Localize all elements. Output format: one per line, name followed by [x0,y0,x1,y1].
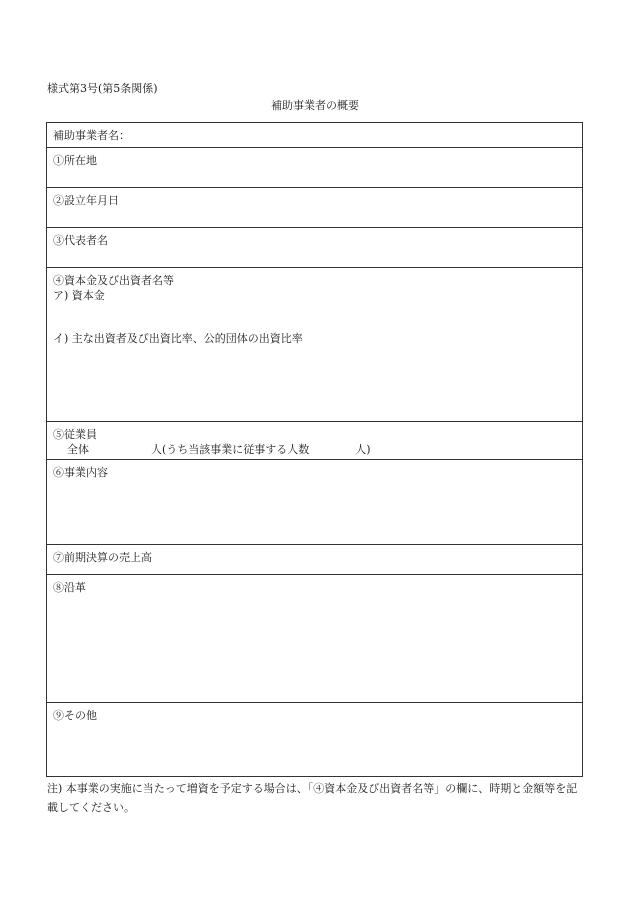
sales-label: ⑦前期決算の売上高 [53,551,152,564]
document-title: 補助事業者の概要 [271,99,359,112]
capital-row [47,267,582,421]
sales-row [47,544,582,574]
representative-label: ③代表者名 [53,234,108,247]
business-row [47,459,582,544]
employees-row [47,421,582,459]
employees-label: ⑤従業員 [53,428,97,441]
location-row [47,147,582,187]
employees-total-label: 全体 [67,443,89,456]
capital-label: ④資本金及び出資者名等 [53,274,174,287]
established-row [47,187,582,227]
other-row [47,702,582,776]
history-label: ⑧沿革 [53,581,86,594]
footnote: 注) 本事業の実施に当たって増資を予定する場合は、「④資本金及び出資者名等」の欄に、時期と金額等を記載してください。 [47,782,578,814]
overview-form-table [46,122,583,777]
employees-count-line [53,442,582,457]
operator-name-row [47,123,582,147]
employees-unit-close: 人) [355,443,371,456]
form-number: 様式第3号(第5条関係) [47,82,158,95]
capital-amount-label: ア) 資本金 [53,289,105,302]
investors-label: イ) 主な出資者及び出資比率、公的団体の出資比率 [53,332,303,345]
location-label: ①所在地 [53,154,97,167]
representative-row [47,227,582,267]
history-row [47,574,582,702]
operator-name-label: 補助事業者名： [53,129,130,142]
established-label: ②設立年月日 [53,194,119,207]
employees-unit-open: 人(うち当該事業に従事する人数 [151,443,310,456]
other-label: ⑨その他 [53,709,97,722]
business-label: ⑥事業内容 [53,466,108,479]
